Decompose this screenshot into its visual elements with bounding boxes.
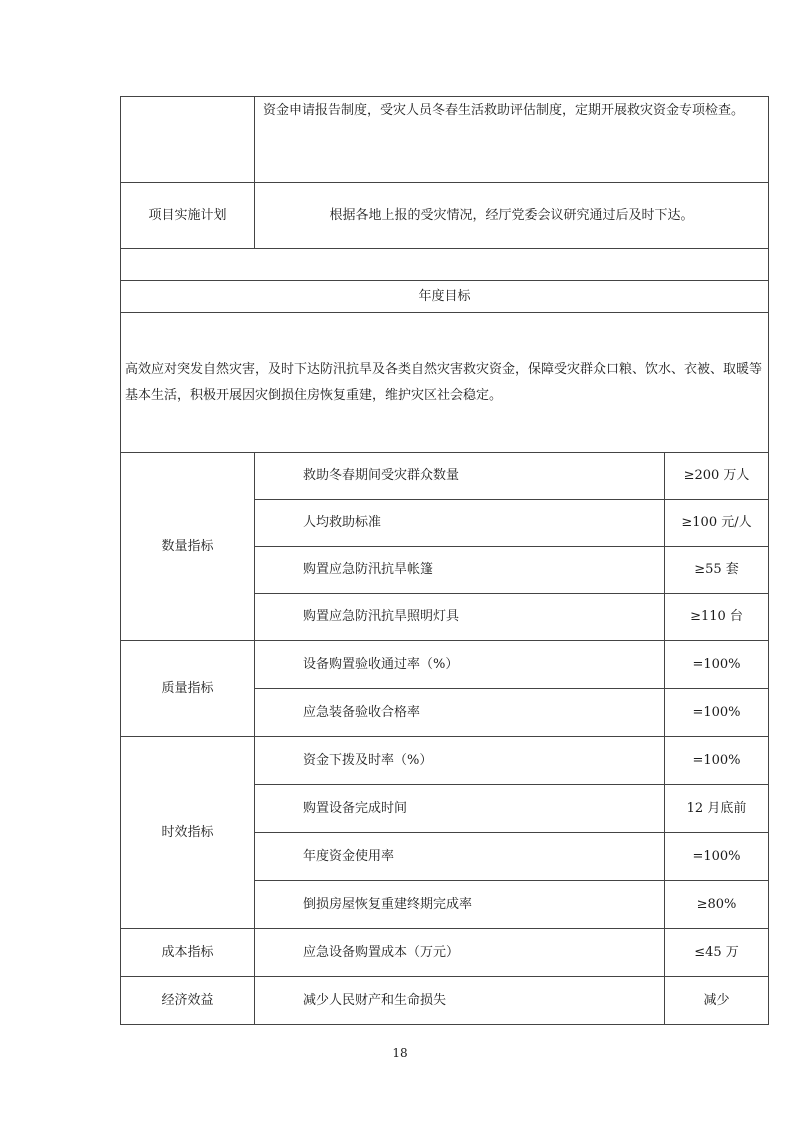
table-row [121, 977, 769, 1025]
indicator-value: =100% [665, 737, 769, 785]
plan-row [121, 183, 769, 249]
indicator-value: 减少 [665, 977, 769, 1025]
indicator-value: ≥55 套 [665, 547, 769, 594]
top-text-cell: 资金申请报告制度，受灾人员冬春生活救助评估制度，定期开展救灾资金专项检查。 [255, 97, 769, 183]
indicator-value: 12 月底前 [665, 785, 769, 833]
empty-cell [121, 249, 769, 281]
indicator-name: 年度资金使用率 [255, 833, 665, 881]
indicator-name: 资金下拨及时率（%） [255, 737, 665, 785]
indicator-name: 人均救助标准 [255, 500, 665, 547]
indicator-name: 设备购置验收通过率（%） [255, 641, 665, 689]
indicator-name: 购置应急防汛抗旱照明灯具 [255, 594, 665, 641]
indicator-value: =100% [665, 641, 769, 689]
indicator-name: 购置设备完成时间 [255, 785, 665, 833]
empty-row [121, 249, 769, 281]
table-row [121, 641, 769, 689]
indicator-value: =100% [665, 833, 769, 881]
indicator-value: ≥110 台 [665, 594, 769, 641]
indicator-category: 时效指标 [121, 737, 255, 929]
table-row [121, 737, 769, 785]
indicator-name: 应急设备购置成本（万元） [255, 929, 665, 977]
indicator-category: 成本指标 [121, 929, 255, 977]
indicator-name: 救助冬春期间受灾群众数量 [255, 453, 665, 500]
indicator-value: ≥80% [665, 881, 769, 929]
annual-goal-header-row [121, 281, 769, 313]
indicator-value: ≤45 万 [665, 929, 769, 977]
indicator-value: ≥200 万人 [665, 453, 769, 500]
indicator-name: 购置应急防汛抗旱帐篷 [255, 547, 665, 594]
indicator-category: 数量指标 [121, 453, 255, 641]
indicator-value: ≥100 元/人 [665, 500, 769, 547]
page-number: 18 [392, 1046, 408, 1060]
plan-text: 根据各地上报的受灾情况，经厅党委会议研究通过后及时下达。 [255, 183, 769, 249]
top-row [121, 97, 769, 183]
table-row [121, 929, 769, 977]
plan-label: 项目实施计划 [121, 183, 255, 249]
indicator-name: 应急装备验收合格率 [255, 689, 665, 737]
indicator-name: 减少人民财产和生命损失 [255, 977, 665, 1025]
indicator-category: 质量指标 [121, 641, 255, 737]
annual-goal-header: 年度目标 [121, 281, 769, 313]
indicator-category: 经济效益 [121, 977, 255, 1025]
annual-goal-text-row [121, 313, 769, 453]
table-row [121, 453, 769, 500]
annual-goal-text: 高效应对突发自然灾害，及时下达防汛抗旱及各类自然灾害救灾资金，保障受灾群众口粮、饮水、衣被、取暖等基本生活，积极开展因灾倒损住房恢复重建，维护灾区社会稳定。 [121, 313, 769, 453]
performance-table [120, 96, 769, 1025]
indicator-name: 倒损房屋恢复重建终期完成率 [255, 881, 665, 929]
top-left-cell [121, 97, 255, 183]
indicator-value: =100% [665, 689, 769, 737]
